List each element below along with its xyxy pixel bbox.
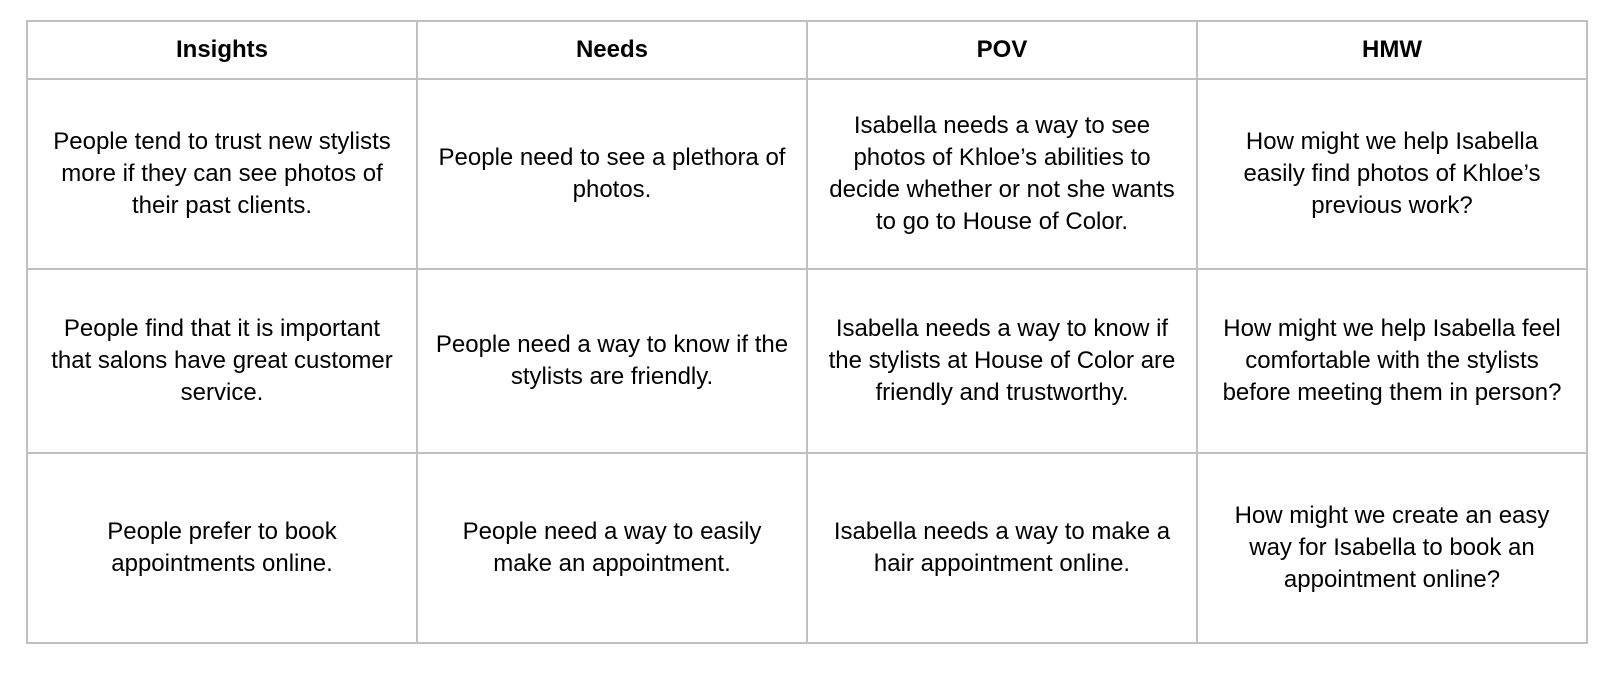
pov-cell: Isabella needs a way to know if the stylists at House of Color are friendly and trustworthy. (807, 269, 1197, 453)
need-cell: People need a way to easily make an appointment. (417, 453, 807, 643)
insights-needs-pov-hmw-table (26, 20, 1588, 644)
insight-cell: People prefer to book appointments online. (27, 453, 417, 643)
header-insights: Insights (27, 21, 417, 79)
need-cell: People need a way to know if the stylists are friendly. (417, 269, 807, 453)
header-pov: POV (807, 21, 1197, 79)
table-row (27, 453, 1587, 643)
hmw-cell: How might we create an easy way for Isabella to book an appointment online? (1197, 453, 1587, 643)
table-row (27, 79, 1587, 269)
need-cell: People need to see a plethora of photos. (417, 79, 807, 269)
hmw-cell: How might we help Isabella easily find photos of Khloe’s previous work? (1197, 79, 1587, 269)
header-needs: Needs (417, 21, 807, 79)
table-header-row (27, 21, 1587, 79)
insight-cell: People tend to trust new stylists more if they can see photos of their past clients. (27, 79, 417, 269)
insight-cell: People find that it is important that salons have great customer service. (27, 269, 417, 453)
header-hmw: HMW (1197, 21, 1587, 79)
pov-cell: Isabella needs a way to make a hair appointment online. (807, 453, 1197, 643)
pov-cell: Isabella needs a way to see photos of Khloe’s abilities to decide whether or not she wants to go to House of Color. (807, 79, 1197, 269)
table-row (27, 269, 1587, 453)
hmw-cell: How might we help Isabella feel comfortable with the stylists before meeting them in person? (1197, 269, 1587, 453)
